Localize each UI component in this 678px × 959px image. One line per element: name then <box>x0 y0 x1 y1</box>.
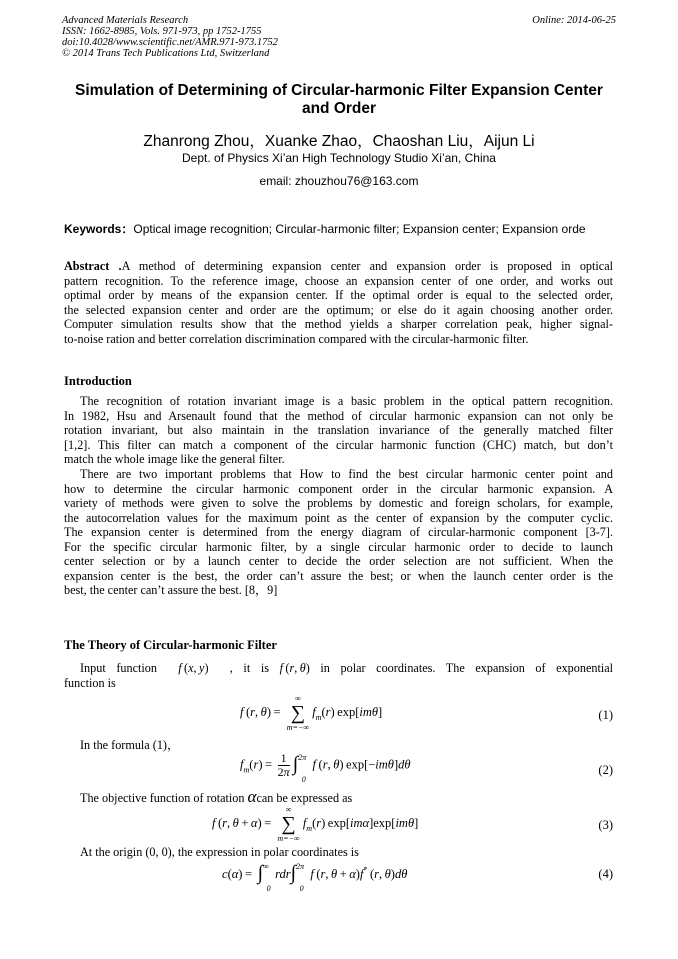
abstract-line: Abstract .A method of determining expansion center and expansion order is proposed in optical <box>64 259 613 273</box>
intro-line: The recognition of rotation invariant image is a basic problem in the optical pattern recognition. <box>80 394 613 408</box>
equation-2: $f_m(r)$ = $\frac{1}{2\pi}$ ∫$^{2\pi}$ 0 f (r, θ) exp[−imθ]dθ <box>240 751 411 784</box>
intro-line: center selection or by a launch center to decide the order selection are not sufficient. When the <box>64 554 613 568</box>
intro-line: In 1982, Hsu and Arsenault found that the method of circular harmonic expansion can not only be <box>64 408 613 423</box>
title-line-2: and Order <box>301 100 377 117</box>
objective-text: The objective function of rotation αcan be expressed as <box>80 787 353 806</box>
abstract-label: Abstract . <box>64 259 122 273</box>
theory-heading: The Theory of Circular-harmonic Filter <box>64 638 277 652</box>
paper-title <box>60 82 618 118</box>
theory-input-line: function is <box>64 675 116 690</box>
abstract-line: pattern recognition. To the reference image, choose an expansion center of one order, and works out <box>64 273 613 288</box>
intro-line: [1,2]. This filter can match a component of the circular harmonic function (CHC) match, but don’t <box>64 437 613 452</box>
journal-copyright: © 2014 Trans Tech Publications Ltd, Switzerland <box>62 48 270 59</box>
journal-name: Advanced Materials Research <box>62 15 189 26</box>
intro-line: the autocorrelation values for the maximum point as the center of expansion by the computer cyclic. <box>64 510 613 525</box>
theory-input-line: Input function f (x, y) , it is f (r, θ) in polar coordinates. The expansion of exponential <box>80 661 614 675</box>
equation-number-2: (2) <box>598 763 613 777</box>
keywords-text: Optical image recognition; Circular-harmonic filter; Expansion center; Expansion orde <box>133 222 586 236</box>
intro-line: There are two important problems that How to find the best circular harmonic center point and <box>80 467 613 481</box>
theory-input-paragraph <box>64 661 613 690</box>
introduction-paragraph-2 <box>64 467 613 598</box>
intro-line: rotation invariant, but also maintain in the translation invariance of the generally matched filter <box>64 423 613 437</box>
journal-issn: ISSN: 1662-8985, Vols. 971-973, pp 1752-1755 <box>62 26 262 37</box>
equation-number-4: (4) <box>598 867 613 881</box>
introduction-paragraph-1 <box>64 394 613 467</box>
title-line-1: Simulation of Determining of Circular-harmonic Filter Expansion Center <box>75 82 603 99</box>
equation-number-3: (3) <box>598 818 613 832</box>
authors: Zhanrong Zhou，Xuanke Zhao，Chaoshan Liu，Aijun Li <box>143 133 535 150</box>
origin-text: At the origin (0, 0), the expression in polar coordinates is <box>80 845 359 859</box>
intro-line: For the specific circular harmonic filter, by a single circular harmonic order to decide to launch <box>64 539 613 554</box>
equation-number-1: (1) <box>598 708 613 722</box>
journal-metadata <box>62 15 278 59</box>
formula-1-intro: In the formula (1)， <box>80 738 180 752</box>
abstract <box>64 259 613 346</box>
keywords <box>64 222 620 236</box>
online-date: Online: 2014-06-25 <box>532 15 616 26</box>
intro-line: variety of methods were given to solve the problems by domestic and foreign scholars, for example, <box>64 496 613 510</box>
equation-4: c(α) = ∫∞ 0 rdr∫$^{2\pi}$ 0 f (r, θ + α)f* (r, θ)dθ <box>222 862 408 894</box>
keywords-label: Keywords： <box>64 222 134 236</box>
intro-line: match the whole image like the general filter. <box>64 452 285 466</box>
intro-line: The expansion center is determined from the energy diagram of circular-harmonic component [3-7]. <box>64 525 613 539</box>
equation-3: f (r, θ + α) = ∞ ∑ m=−∞ $f_m(r)$ exp[imα]exp[imθ] <box>212 805 419 843</box>
abstract-line: Computer simulation results show that the method yields a sharper correlation peak, higher signal- <box>64 317 613 331</box>
journal-doi: doi:10.4028/www.scientific.net/AMR.971-973.1752 <box>62 37 278 48</box>
intro-line: how to determine the circular harmonic component order in the circular harmonic expansion. A <box>64 481 613 496</box>
intro-line: best, the center can’t assure the best. [8，9] <box>64 583 278 597</box>
equation-1: f (r, θ) = ∞ ∑ m=−∞ $f_m(r)$ exp[imθ] <box>240 694 383 732</box>
abstract-line: the selected expansion center and order are the optimum; or else do it again choosing another order. <box>64 302 613 317</box>
abstract-line: optimal order by means of the expansion center. If the optimal order is equal to the selected order, <box>64 288 613 302</box>
affiliation: Dept. of Physics Xi’an High Technology Studio Xi’an, China <box>182 151 496 165</box>
email: email: zhouzhou76@163.com <box>259 174 419 188</box>
abstract-line: to-noise ration and better correlation discrimination compared with the circular-harmonic filter. <box>64 331 529 346</box>
intro-line: expansion center is the best, the order can’t assure the best; or when the launch center order is the <box>64 568 613 583</box>
introduction-heading: Introduction <box>64 374 132 388</box>
